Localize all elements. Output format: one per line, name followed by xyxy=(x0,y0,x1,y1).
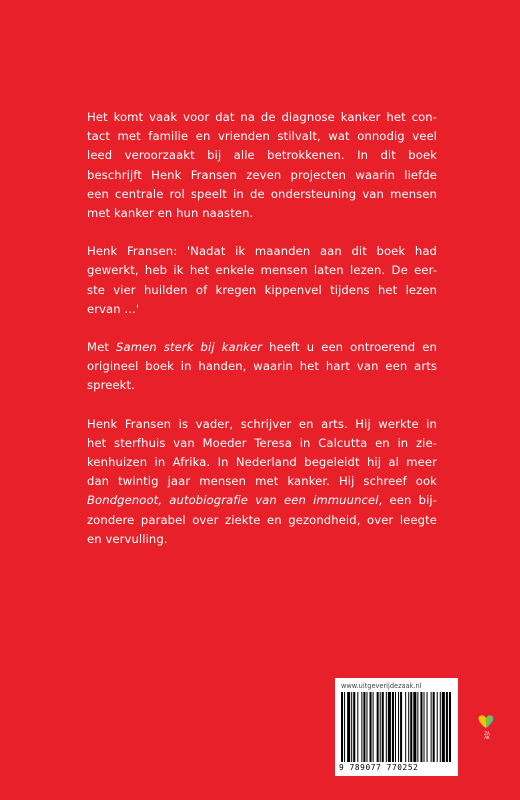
barcode-icon xyxy=(341,692,452,762)
text-line: tact met familie en vrienden stilvalt, wat onnodig veel xyxy=(87,129,437,144)
book-title: Samen sterk bij kanker xyxy=(116,340,263,355)
paragraph-book-title xyxy=(87,338,437,396)
text-line: een centrale rol speelt in de ondersteuning van mensen xyxy=(87,186,437,201)
text-line: Het komt vaak voor dat na de diagnose kanker het con- xyxy=(87,110,437,124)
text-fragment: Met xyxy=(87,340,117,355)
isbn-digits: 9 789077 770252 xyxy=(339,763,419,772)
publisher-url: www.uitgeverijdezaak.nl xyxy=(341,682,422,690)
other-book-title: Bondgenoot, autobiografie van een immuuncel xyxy=(87,493,379,508)
text-line: ervan ...' xyxy=(87,301,140,316)
paragraph-quote xyxy=(87,242,437,319)
paragraph-author-bio xyxy=(87,415,437,549)
text-line: zondere parabel over ziekte en gezondheid, over leegte xyxy=(87,512,437,527)
text-line: met kanker en hun naasten. xyxy=(87,206,254,221)
text-line: kenhuizen in Afrika. In Nederland begeleidt hij al meer xyxy=(87,455,437,470)
text-line xyxy=(87,338,437,357)
text-line: dan twintig jaar mensen met kanker. Hij schreef ook xyxy=(87,474,437,489)
text-line: spreekt. xyxy=(87,378,135,393)
text-line: gewerkt, heb ik het enkele mensen laten lezen. De eer- xyxy=(87,263,437,278)
blurb-text xyxy=(87,108,437,568)
barcode-panel xyxy=(335,678,458,776)
paragraph-intro xyxy=(87,108,437,223)
publisher-logo-text: ZAAK xyxy=(484,731,490,741)
text-line: het sterfhuis van Moeder Teresa in Calcutta en in zie- xyxy=(87,435,437,450)
text-line: Henk Fransen: 'Nadat ik maanden aan dit boek had xyxy=(87,244,437,259)
text-line: leed veroorzaakt bij alle betrokkenen. In dit boek xyxy=(87,148,437,163)
text-fragment: heeft u een ontroerend en xyxy=(262,340,437,355)
text-line: en vervulling. xyxy=(87,531,168,546)
text-line xyxy=(87,491,437,510)
text-line: Henk Fransen is vader, schrijver en arts. Hij werkte in xyxy=(87,416,437,431)
text-fragment: , een bij- xyxy=(378,493,437,508)
text-line: origineel boek in handen, waarin het hart van een arts xyxy=(87,359,437,374)
text-line: ste vier huilden of kregen kippenvel tijdens het lezen xyxy=(87,282,437,297)
text-line: beschrijft Henk Fransen zeven projecten waarin liefde xyxy=(87,167,437,182)
